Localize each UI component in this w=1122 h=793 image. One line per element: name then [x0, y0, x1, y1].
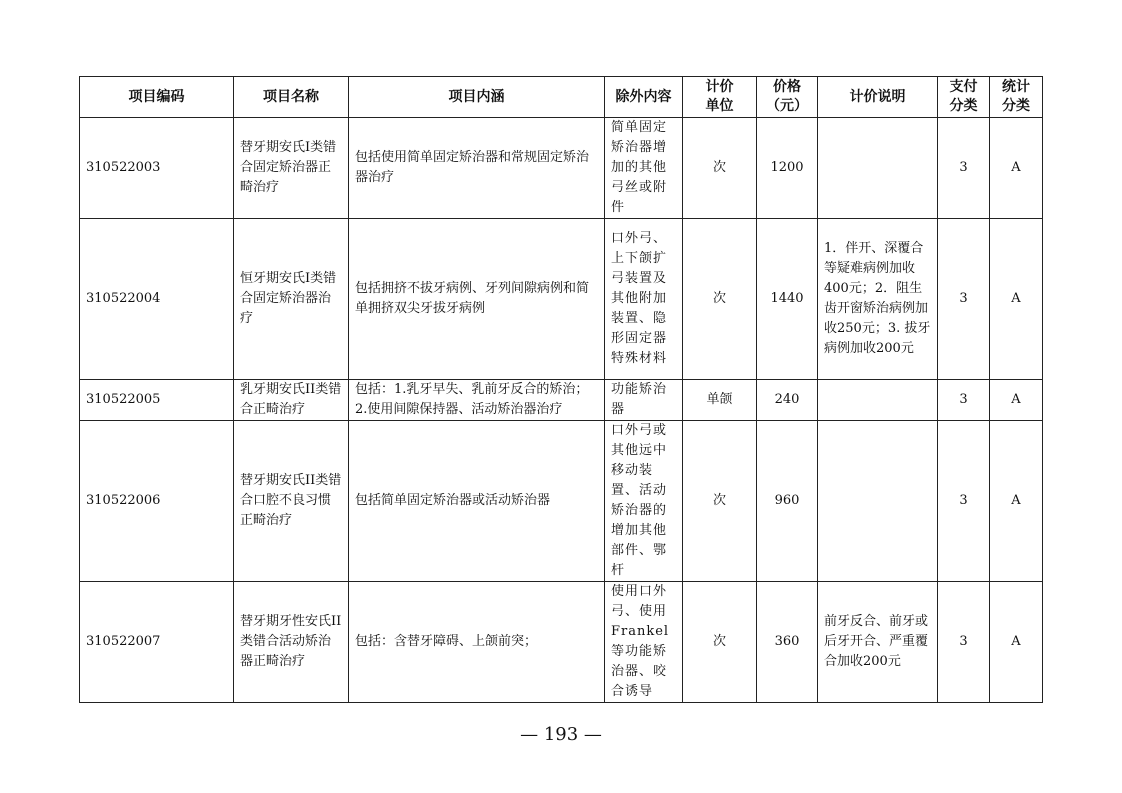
cell-content: 包括：含替牙障碍、上颌前突；	[349, 582, 605, 703]
cell-pay-class: 3	[938, 421, 990, 582]
table-row	[80, 219, 1043, 380]
cell-price: 1200	[757, 118, 818, 219]
cell-unit: 单颌	[683, 380, 757, 421]
cell-price: 960	[757, 421, 818, 582]
page-number: — 193 —	[520, 724, 602, 745]
cell-note: 前牙反合、前牙或后牙开合、严重覆合加收200元	[818, 582, 938, 703]
cell-stat-class: A	[990, 421, 1043, 582]
cell-note	[818, 380, 938, 421]
header-note: 计价说明	[818, 77, 938, 118]
cell-name: 替牙期安氏Ⅰ类错合固定矫治器正畸治疗	[234, 118, 349, 219]
table-row	[80, 118, 1043, 219]
header-unit: 计价 单位	[683, 77, 757, 118]
table-row	[80, 380, 1043, 421]
cell-content: 包括简单固定矫治器或活动矫治器	[349, 421, 605, 582]
fee-table	[79, 76, 1043, 703]
cell-pay-class: 3	[938, 582, 990, 703]
cell-exclusion: 口外弓或其他远中移动装置、活动矫治器的增加其他部件、鄂杆	[605, 421, 683, 582]
cell-code: 310522006	[80, 421, 234, 582]
header-price: 价格 （元）	[757, 77, 818, 118]
cell-name: 替牙期牙性安氏II类错合活动矫治器正畸治疗	[234, 582, 349, 703]
cell-name: 替牙期安氏II类错合口腔不良习惯正畸治疗	[234, 421, 349, 582]
cell-content: 包括拥挤不拔牙病例、牙列间隙病例和简单拥挤双尖牙拔牙病例	[349, 219, 605, 380]
cell-stat-class: A	[990, 219, 1043, 380]
cell-exclusion: 简单固定矫治器增加的其他弓丝或附件	[605, 118, 683, 219]
cell-stat-class: A	[990, 582, 1043, 703]
cell-unit: 次	[683, 219, 757, 380]
cell-pay-class: 3	[938, 380, 990, 421]
cell-code: 310522004	[80, 219, 234, 380]
header-content: 项目内涵	[349, 77, 605, 118]
cell-content: 包括：1.乳牙早失、乳前牙反合的矫治；2.使用间隙保持器、活动矫治器治疗	[349, 380, 605, 421]
cell-content: 包括使用简单固定矫治器和常规固定矫治器治疗	[349, 118, 605, 219]
cell-note	[818, 421, 938, 582]
cell-price: 240	[757, 380, 818, 421]
cell-note: 1．伴开、深覆合等疑难病例加收400元；2．阻生齿开窗矫治病例加收250元；3. 拔牙病例加收200元	[818, 219, 938, 380]
cell-code: 310522005	[80, 380, 234, 421]
cell-price: 1440	[757, 219, 818, 380]
cell-code: 310522003	[80, 118, 234, 219]
cell-stat-class: A	[990, 380, 1043, 421]
header-row	[80, 77, 1043, 118]
cell-unit: 次	[683, 118, 757, 219]
table-row	[80, 582, 1043, 703]
header-code: 项目编码	[80, 77, 234, 118]
table-row	[80, 421, 1043, 582]
cell-code: 310522007	[80, 582, 234, 703]
header-pay-class: 支付 分类	[938, 77, 990, 118]
cell-unit: 次	[683, 421, 757, 582]
header-name: 项目名称	[234, 77, 349, 118]
cell-price: 360	[757, 582, 818, 703]
cell-exclusion: 口外弓、上下颌扩弓装置及其他附加装置、隐形固定器特殊材料	[605, 219, 683, 380]
cell-name: 恒牙期安氏Ⅰ类错合固定矫治器治疗	[234, 219, 349, 380]
cell-exclusion: 功能矫治器	[605, 380, 683, 421]
cell-pay-class: 3	[938, 219, 990, 380]
cell-pay-class: 3	[938, 118, 990, 219]
header-exclusion: 除外内容	[605, 77, 683, 118]
cell-exclusion: 使用口外弓、使用Frankel等功能矫治器、咬合诱导	[605, 582, 683, 703]
header-stat-class: 统计 分类	[990, 77, 1043, 118]
cell-stat-class: A	[990, 118, 1043, 219]
cell-name: 乳牙期安氏II类错合正畸治疗	[234, 380, 349, 421]
cell-unit: 次	[683, 582, 757, 703]
cell-note	[818, 118, 938, 219]
